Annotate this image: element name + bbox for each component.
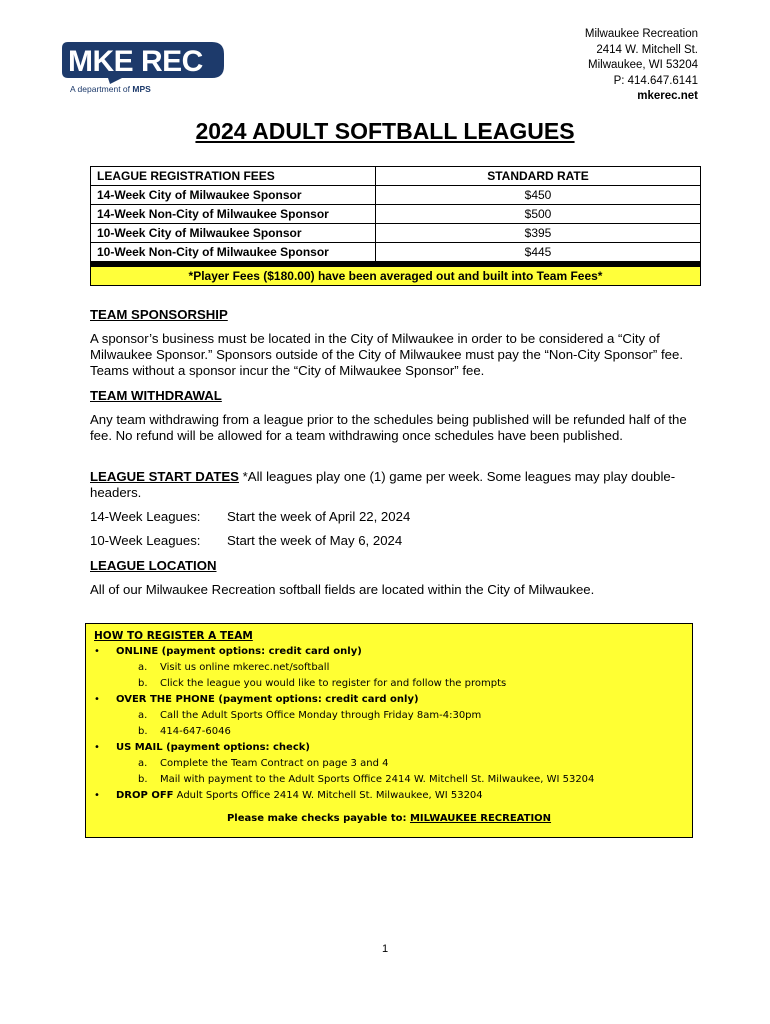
sponsorship-text: A sponsor’s business must be located in the City of Milwaukee in order to be considered a “City of Milwaukee Sponsor.” Sponsors outside of the City of Milwaukee must pay the “Non-City Sponsor” fee. Teams without a sponsor incur the “City of Milwaukee Sponsor” fee.: [90, 331, 683, 378]
page-title: 2024 ADULT SOFTBALL LEAGUES: [195, 118, 575, 144]
location-section: [90, 558, 690, 598]
fees-header-name: LEAGUE REGISTRATION FEES: [91, 167, 376, 186]
bullet-icon: •: [94, 694, 100, 705]
fees-row: [91, 243, 701, 262]
register-online-b: Click the league you would like to register for and follow the prompts: [160, 678, 507, 689]
address-line-3: Milwaukee, WI 53204: [588, 59, 698, 72]
fees-row-name: 10-Week Non-City of Milwaukee Sponsor: [91, 243, 376, 262]
list-marker: b.: [138, 678, 148, 689]
fees-row: [91, 205, 701, 224]
fees-row: [91, 224, 701, 243]
fees-header-row: [91, 167, 701, 186]
payable-name: MILWAUKEE RECREATION: [409, 813, 552, 824]
register-mail-b: Mail with payment to the Adult Sports Office 2414 W. Mitchell St. Milwaukee, WI 53204: [160, 774, 595, 785]
fees-row-rate: $500: [376, 205, 701, 224]
svg-text:MKE REC: MKE REC: [68, 45, 203, 78]
fees-table: [90, 166, 701, 286]
withdrawal-section: [90, 388, 690, 444]
start-dates-section: [90, 469, 690, 549]
start-date-value: Start the week of April 22, 2024: [227, 509, 411, 524]
withdrawal-heading: TEAM WITHDRAWAL: [90, 388, 222, 403]
register-phone-a: Call the Adult Sports Office Monday through Friday 8am-4:30pm: [160, 710, 482, 721]
fees-note-row: [91, 267, 701, 286]
bullet-icon: •: [94, 742, 100, 753]
mkerec-logo: [62, 40, 232, 102]
start-date-item: [90, 509, 690, 525]
register-mail-a: Complete the Team Contract on page 3 and 4: [160, 758, 389, 769]
fees-header-rate: STANDARD RATE: [376, 167, 701, 186]
start-date-label: 10-Week Leagues:: [90, 533, 201, 548]
bullet-icon: •: [94, 646, 100, 657]
register-heading: HOW TO REGISTER A TEAM: [94, 630, 253, 642]
payable-prefix: Please make checks payable to:: [226, 813, 410, 824]
page-number: 1: [381, 943, 389, 955]
fees-row-name: 14-Week City of Milwaukee Sponsor: [91, 186, 376, 205]
location-heading: LEAGUE LOCATION: [90, 558, 217, 573]
fees-row-rate: $450: [376, 186, 701, 205]
location-text: All of our Milwaukee Recreation softball fields are located within the City of Milwaukee.: [90, 582, 595, 597]
start-date-value: Start the week of May 6, 2024: [227, 533, 403, 548]
register-online-label: ONLINE (payment options: credit card only): [116, 646, 362, 657]
address-website: mkerec.net: [637, 90, 698, 103]
fees-row-name: 14-Week Non-City of Milwaukee Sponsor: [91, 205, 376, 224]
register-phone-label: OVER THE PHONE (payment options: credit card only): [116, 694, 419, 705]
bullet-icon: •: [94, 790, 100, 801]
sponsorship-heading: TEAM SPONSORSHIP: [90, 307, 228, 322]
list-marker: b.: [138, 726, 148, 737]
address-line-2: 2414 W. Mitchell St.: [596, 43, 698, 56]
register-dropoff-label: DROP OFF: [116, 790, 174, 801]
address-block: [585, 27, 698, 105]
fees-row-rate: $395: [376, 224, 701, 243]
sponsorship-section: [90, 307, 690, 379]
address-line-1: Milwaukee Recreation: [584, 28, 698, 40]
start-dates-text: *All leagues play one (1) game per week. Some leagues may play double-headers.: [90, 469, 676, 500]
register-mail-label: US MAIL (payment options: check): [116, 742, 310, 753]
withdrawal-text: Any team withdrawing from a league prior to the schedules being published will be refunded half of the fee. No refund will be allowed for a team withdrawing once schedules have been published.: [90, 412, 687, 443]
register-online-a: Visit us online mkerec.net/softball: [160, 662, 330, 673]
list-marker: a.: [138, 662, 148, 673]
list-marker: b.: [138, 774, 148, 785]
fees-note: *Player Fees ($180.00) have been averaged out and built into Team Fees*: [91, 267, 701, 286]
mkerec-logo-mark: [62, 40, 232, 84]
fees-row: [91, 186, 701, 205]
fees-row-rate: $445: [376, 243, 701, 262]
fees-row-name: 10-Week City of Milwaukee Sponsor: [91, 224, 376, 243]
start-date-label: 14-Week Leagues:: [90, 509, 201, 524]
register-box: [85, 623, 693, 838]
register-phone-b: 414-647-6046: [160, 726, 231, 737]
register-dropoff-text: Adult Sports Office 2414 W. Mitchell St. Milwaukee, WI 53204: [173, 790, 483, 801]
start-dates-heading: LEAGUE START DATES: [90, 469, 239, 484]
list-marker: a.: [138, 710, 148, 721]
logo-tagline: A department of MPS: [70, 84, 151, 94]
payable-note: [86, 813, 692, 824]
address-phone: P: 414.647.6141: [613, 74, 698, 87]
list-marker: a.: [138, 758, 148, 769]
start-date-item: [90, 533, 690, 549]
